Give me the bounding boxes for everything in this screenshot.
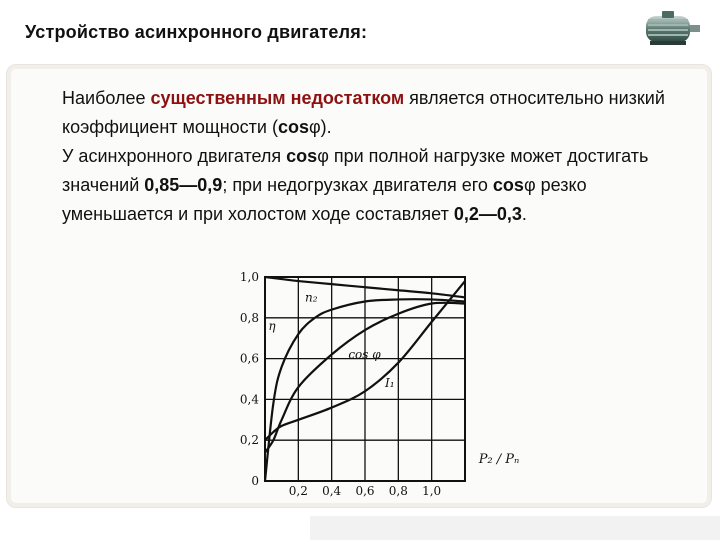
p2-mid2: ; при недогрузках двигателя его xyxy=(222,175,493,195)
x-tick-label: 0,6 xyxy=(355,484,375,498)
y-tick-label: 0,6 xyxy=(239,351,259,366)
series-label-series: η xyxy=(268,319,276,334)
x-axis-label: P₂ / Pₙ xyxy=(478,452,520,467)
y-tick-label: 1,0 xyxy=(239,270,259,284)
y-tick-label: 0,4 xyxy=(239,392,259,407)
x-tick-label: 1,0 xyxy=(422,484,442,498)
p1-rest: является относительно низкий коэффициент мощности ( xyxy=(62,88,665,137)
p2-end: . xyxy=(521,204,527,224)
x-tick-label: 0,4 xyxy=(322,484,342,498)
p1-lead: Наиболее xyxy=(62,88,151,108)
p2-cos1: cos xyxy=(286,146,318,166)
series-label-i: I₁ xyxy=(385,376,395,391)
series-label-n: n₂ xyxy=(305,290,318,305)
p2-val2: 0,2—0,3 xyxy=(453,204,522,224)
chart-ticks xyxy=(240,270,441,498)
body-text xyxy=(32,84,682,229)
p2-lead: У асинхронного двигателя xyxy=(62,146,287,166)
paragraph-2 xyxy=(32,142,682,229)
p1-phi: φ). xyxy=(308,117,332,137)
chart-grid xyxy=(265,277,465,481)
series-label-cos: cos φ xyxy=(348,347,381,362)
motor-logo-icon xyxy=(642,8,704,48)
x-tick-label: 0,2 xyxy=(288,484,308,498)
y-tick-label: 0,8 xyxy=(239,310,259,325)
motor-characteristics-chart xyxy=(225,265,535,500)
y-tick-label: 0,2 xyxy=(239,433,259,448)
paragraph-1 xyxy=(32,84,682,142)
p2-mid1: φ при полной нагрузке может достигать значений xyxy=(62,146,649,195)
slide-header xyxy=(0,0,720,66)
p1-highlight: существенным недостатком xyxy=(150,88,405,108)
p2-cos2: cos xyxy=(492,175,524,195)
page-title: Устройство асинхронного двигателя: xyxy=(25,22,368,42)
p2-val1: 0,85—0,9 xyxy=(144,175,223,195)
p2-mid3: φ резко уменьшается и при холостом ходе составляет xyxy=(62,175,587,224)
p1-cos: cos xyxy=(277,117,309,137)
x-tick-label: 0,8 xyxy=(388,484,408,498)
footer-strip xyxy=(310,516,720,540)
y-tick-label: 0 xyxy=(251,474,259,488)
